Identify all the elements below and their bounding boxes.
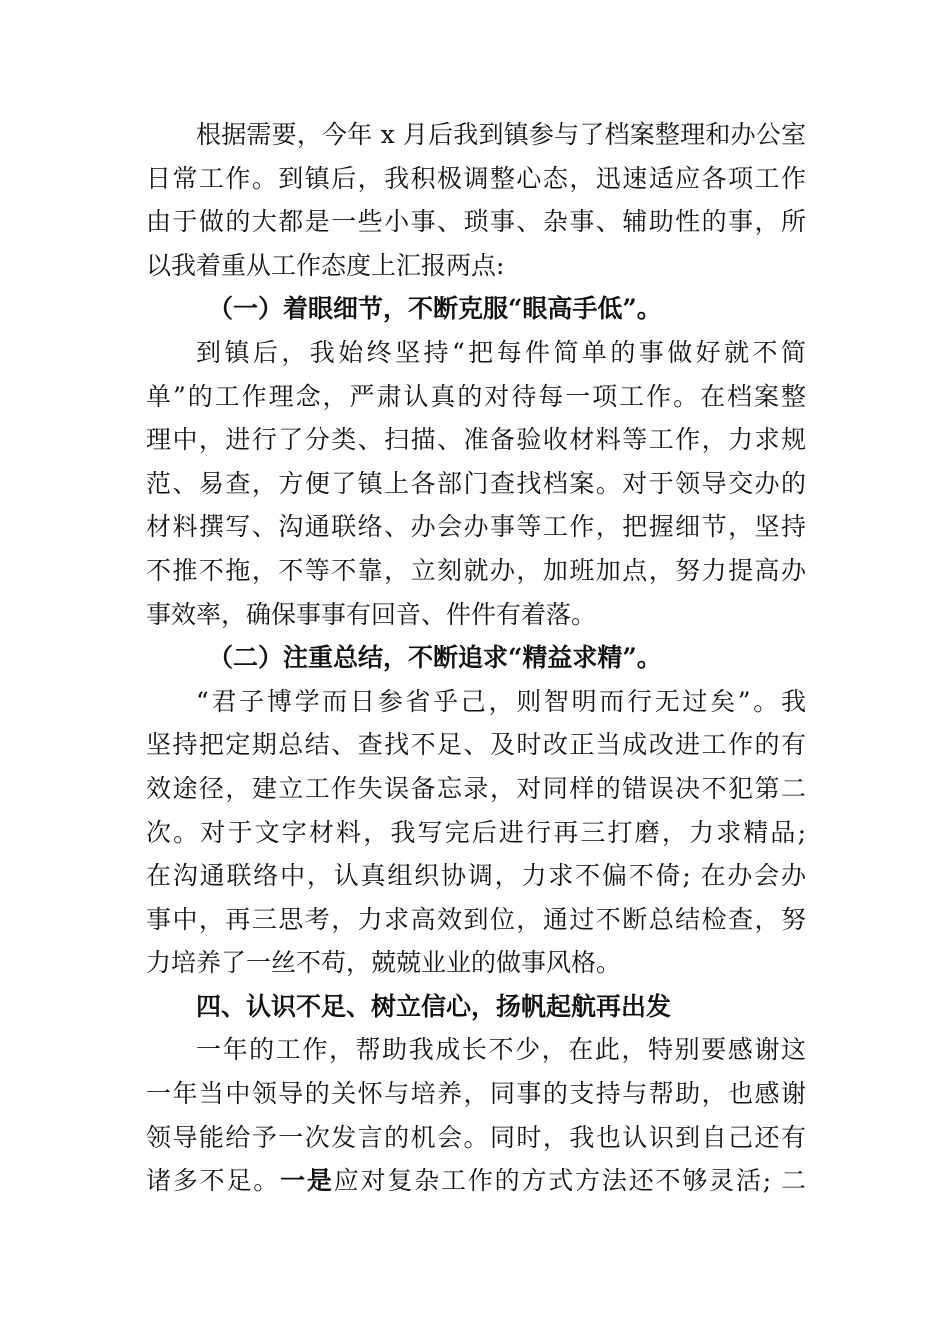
text-line: 事效率，确保事事有回音、件件有着落。 — [146, 599, 597, 629]
section-heading-3: 四、认识不足、树立信心，扬帆起航再出发 — [196, 991, 672, 1021]
text-line: 一年当中领导的关怀与培养，同事的支持与帮助，也感谢 — [146, 1079, 806, 1109]
text-line: 理中，进行了分类、扫描、准备验收材料等工作，力求规 — [146, 425, 806, 455]
text-line: 效途径，建立工作失误备忘录，对同样的错误决不犯第二 — [146, 773, 806, 803]
text-line: 在沟通联络中，认真组织协调，力求不偏不倚; 在办会办 — [146, 861, 806, 891]
text-line: 单”的工作理念，严肃认真的对待每一项工作。在档案整 — [146, 381, 806, 411]
text-line: 范、易查，方便了镇上各部门查找档案。对于领导交办的 — [146, 468, 806, 498]
text-line-last — [146, 1159, 806, 1203]
section-heading-1: （一）着眼细节，不断克服“眼高手低”。 — [208, 294, 662, 324]
text-line: “君子博学而日参省乎己，则智明而行无过矣”。我 — [196, 686, 806, 716]
text-line: 一年的工作，帮助我成长不少，在此，特别要感谢这 — [196, 1035, 806, 1065]
paragraph-summary — [146, 680, 806, 985]
section-heading-2: （二）注重总结，不断追求“精益求精”。 — [208, 643, 662, 673]
text-line: 日常工作。到镇后，我积极调整心态，迅速适应各项工作 — [146, 163, 806, 193]
text-line: 事中，再三思考，力求高效到位，通过不断总结检查，努 — [146, 904, 806, 934]
text-line: 以我着重从工作态度上汇报两点: — [146, 250, 505, 280]
emphasis-first: 一是 — [280, 1166, 334, 1196]
text-line: 由于做的大都是一些小事、琐事、杂事、辅助性的事，所 — [146, 207, 806, 237]
document-body — [146, 113, 806, 1203]
text-segment: 诸多不足。 — [146, 1166, 281, 1196]
text-line: 次。对于文字材料，我写完后进行再三打磨，力求精品; — [146, 817, 806, 847]
text-line: 领导能给予一次发言的机会。同时，我也认识到自己还有 — [146, 1122, 806, 1152]
text-line: 坚持把定期总结、查找不足、及时改正当成改进工作的有 — [146, 730, 806, 760]
text-line: 到镇后，我始终坚持“把每件简单的事做好就不简 — [196, 337, 806, 367]
text-line: 根据需要，今年 x 月后我到镇参与了档案整理和办公室 — [196, 120, 806, 149]
text-line: 材料撰写、沟通联络、办会办事等工作，把握细节，坚持 — [146, 512, 806, 542]
text-line: 不推不拖，不等不靠，立刻就办，加班加点，努力提高办 — [146, 555, 806, 585]
paragraph-intro — [146, 113, 806, 287]
paragraph-reflection — [146, 1028, 806, 1202]
text-line: 力培养了一丝不苟，兢兢业业的做事风格。 — [146, 948, 622, 978]
text-segment: 应对复杂工作的方式方法还不够灵活; 二 — [333, 1166, 806, 1196]
paragraph-details — [146, 331, 806, 636]
